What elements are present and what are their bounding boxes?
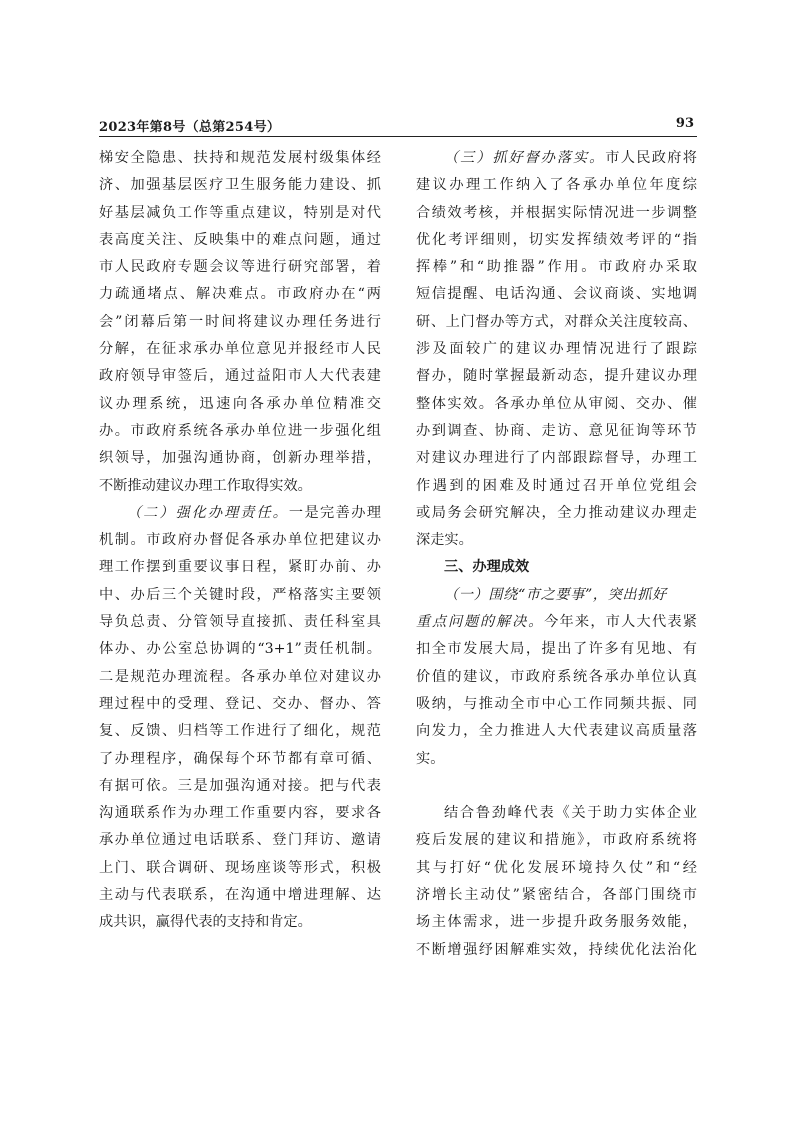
text-line (416, 473, 697, 500)
line-text: 理过程中的受理、登记、交办、督办、答 (99, 695, 381, 712)
text-line (99, 527, 381, 554)
line-text: 成共识，赢得代表的支持和肯定。 (99, 914, 312, 931)
text-line (416, 145, 697, 172)
text-line (99, 227, 381, 254)
text-line (416, 363, 697, 390)
line-text: 济增长主动仗”紧密结合，各部门围绕市 (416, 887, 697, 904)
text-line (416, 636, 697, 663)
subheading-lead: （三）抓好督办落实。 (444, 150, 606, 166)
line-text: 中、办后三个关键时段，严格落实主要领 (99, 586, 381, 603)
line-text: 或局务会研究解决，全力推动建议办理走 (416, 504, 697, 521)
line-text: 疫后发展的建议和措施》，市政府系统将 (416, 832, 697, 849)
line-text: 向发力，全力推进人大代表建议高质量落 (416, 723, 697, 740)
right-column (416, 145, 697, 964)
subheading-lead: 重点问题的解决。 (416, 614, 545, 631)
text-line (99, 582, 381, 609)
text-line (416, 172, 697, 199)
line-text: 其与打好“优化发展环境持久仗”和“经 (416, 859, 697, 876)
line-text: 沟通联系作为办理工作重要内容，要求各 (99, 805, 381, 822)
line-text: 二是规范办理流程。各承办单位对建议办 (99, 668, 381, 685)
line-text: 不断增强纾困解难实效，持续优化法治化 (416, 941, 697, 958)
line-text: 体办、办公室总协调的“3+1”责任机制。 (99, 641, 381, 658)
line-text: 深走实。 (416, 532, 473, 549)
line-text: 导负总责、分管领导直接抓、责任科室具 (99, 614, 381, 631)
line-text: 实。 (416, 750, 445, 767)
text-line (416, 200, 697, 227)
text-line (99, 909, 381, 936)
line-text: 办到调查、协商、走访、意见征询等环节 (416, 422, 697, 439)
text-line (99, 664, 381, 691)
text-line (99, 746, 381, 773)
text-line (416, 336, 697, 363)
text-line (99, 636, 381, 663)
text-line (99, 773, 381, 800)
line-text: 政府领导审签后，通过益阳市人大代表建 (99, 368, 381, 385)
text-line (99, 800, 381, 827)
text-line (99, 281, 381, 308)
subheading-lead: （一）围绕“市之要事”，突出抓好 (444, 586, 667, 603)
line-text: 短信提醒、电话沟通、会议商谈、实地调 (416, 286, 697, 303)
line-text: 济、加强基层医疗卫生服务能力建设、抓 (99, 177, 381, 194)
line-text: 督办，随时掌握最新动态，提升建议办理 (416, 368, 697, 385)
line-text: 建议办理工作纳入了各承办单位年度综 (416, 177, 697, 194)
line-text: 主动与代表联系，在沟通中增进理解、达 (99, 887, 381, 904)
line-text: 扣全市发展大局，提出了许多有见地、有 (416, 641, 697, 658)
text-line (99, 391, 381, 418)
line-text: 作遇到的困难及时通过召开单位党组会 (416, 477, 697, 494)
line-text: 挥棒”和“助推器”作用。市政府办采取 (416, 259, 697, 276)
text-line (416, 909, 697, 936)
text-line (416, 254, 697, 281)
line-text: 机制。市政府办督促各承办单位把建议办 (99, 532, 381, 549)
text-line (416, 937, 697, 964)
line-text: 研、上门督办等方式，对群众关注度较高、 (416, 313, 697, 330)
line-text: 整体实效。各承办单位从审阅、交办、催 (416, 395, 697, 412)
text-line (99, 882, 381, 909)
text-line (416, 445, 697, 472)
line-text: 场主体需求，进一步提升政务服务效能， (416, 914, 697, 931)
line-text: 办。市政府系统各承办单位进一步强化组 (99, 422, 381, 439)
line-text: 力疏通堵点、解决难点。市政府办在“两 (99, 286, 381, 303)
line-text: 不断推动建议办理工作取得实效。 (99, 477, 312, 494)
line-text: 会”闭幕后第一时间将建议办理任务进行 (99, 313, 381, 330)
text-line (99, 172, 381, 199)
text-line (99, 363, 381, 390)
text-line (416, 609, 697, 636)
line-text: 了办理程序，确保每个环节都有章可循、 (99, 750, 381, 767)
text-line (99, 445, 381, 472)
subheading-lead: （二）强化办理责任。 (127, 504, 289, 521)
text-line (416, 309, 697, 336)
line-text: 市人民政府专题会议等进行研究部署，着 (99, 259, 381, 276)
line-text: 市人民政府将 (605, 150, 697, 166)
text-line (99, 473, 381, 500)
line-text: 吸纳，与推动全市中心工作同频共振、同 (416, 695, 697, 712)
line-text: 承办单位通过电话联系、登门拜访、邀请 (99, 832, 381, 849)
text-line (416, 527, 697, 554)
line-text: 复、反馈、归档等工作进行了细化，规范 (99, 723, 381, 740)
line-text: 合绩效考核，并根据实际情况进一步调整 (416, 204, 697, 221)
text-line (99, 609, 381, 636)
text-line (416, 746, 697, 773)
line-text: 今年来，市人大代表紧 (544, 614, 697, 631)
text-line (416, 664, 697, 691)
left-column (99, 145, 381, 937)
line-text: 一是完善办理 (288, 504, 381, 521)
text-line (416, 882, 697, 909)
text-line (416, 855, 697, 882)
line-text: 分解，在征求承办单位意见并报经市人民 (99, 341, 381, 358)
text-line (416, 500, 697, 527)
line-text: 表高度关注、反映集中的难点问题，通过 (99, 231, 381, 248)
page-header (99, 116, 696, 138)
text-line (416, 391, 697, 418)
text-line (416, 227, 697, 254)
text-line (416, 281, 697, 308)
text-line (416, 827, 697, 854)
text-line (99, 855, 381, 882)
issue-label: 2023年第8号（总第254号） (99, 120, 281, 135)
line-text: 上门、联合调研、现场座谈等形式，积极 (99, 859, 381, 876)
text-line (99, 145, 381, 172)
text-line (99, 718, 381, 745)
text-line (416, 418, 697, 445)
line-text: 织领导，加强沟通协商，创新办理举措， (99, 450, 381, 467)
text-line (99, 309, 381, 336)
line-text: 理工作摆到重要议事日程，紧盯办前、办 (99, 559, 381, 576)
section-heading (416, 554, 697, 581)
text-line (99, 336, 381, 363)
text-line (416, 773, 697, 800)
text-line (99, 691, 381, 718)
heading-text: 三、办理成效 (444, 559, 530, 576)
line-text: 涉及面较广的建议办理情况进行了跟踪 (416, 341, 697, 358)
text-line (99, 200, 381, 227)
line-text: 对建议办理进行了内部跟踪督导，办理工 (416, 450, 697, 467)
header-divider (99, 136, 697, 137)
text-line (416, 800, 697, 827)
text-line (99, 500, 381, 527)
line-text: 有据可依。三是加强沟通对接。把与代表 (99, 777, 381, 794)
line-text: 价值的建议，市政府系统各承办单位认真 (416, 668, 697, 685)
text-line (416, 582, 697, 609)
text-line (99, 554, 381, 581)
text-line (99, 254, 381, 281)
page-number: 93 (675, 116, 694, 131)
line-text: 结合鲁劲峰代表《关于助力实体企业 (444, 805, 697, 822)
line-text: 议办理系统，迅速向各承办单位精准交 (99, 395, 381, 412)
line-text: 优化考评细则，切实发挥绩效考评的“指 (416, 231, 697, 248)
text-line (99, 418, 381, 445)
text-line (99, 827, 381, 854)
line-text: 好基层减负工作等重点建议，特别是对代 (99, 204, 381, 221)
text-line (416, 691, 697, 718)
line-text: 梯安全隐患、扶持和规范发展村级集体经 (99, 150, 381, 166)
text-line (416, 718, 697, 745)
